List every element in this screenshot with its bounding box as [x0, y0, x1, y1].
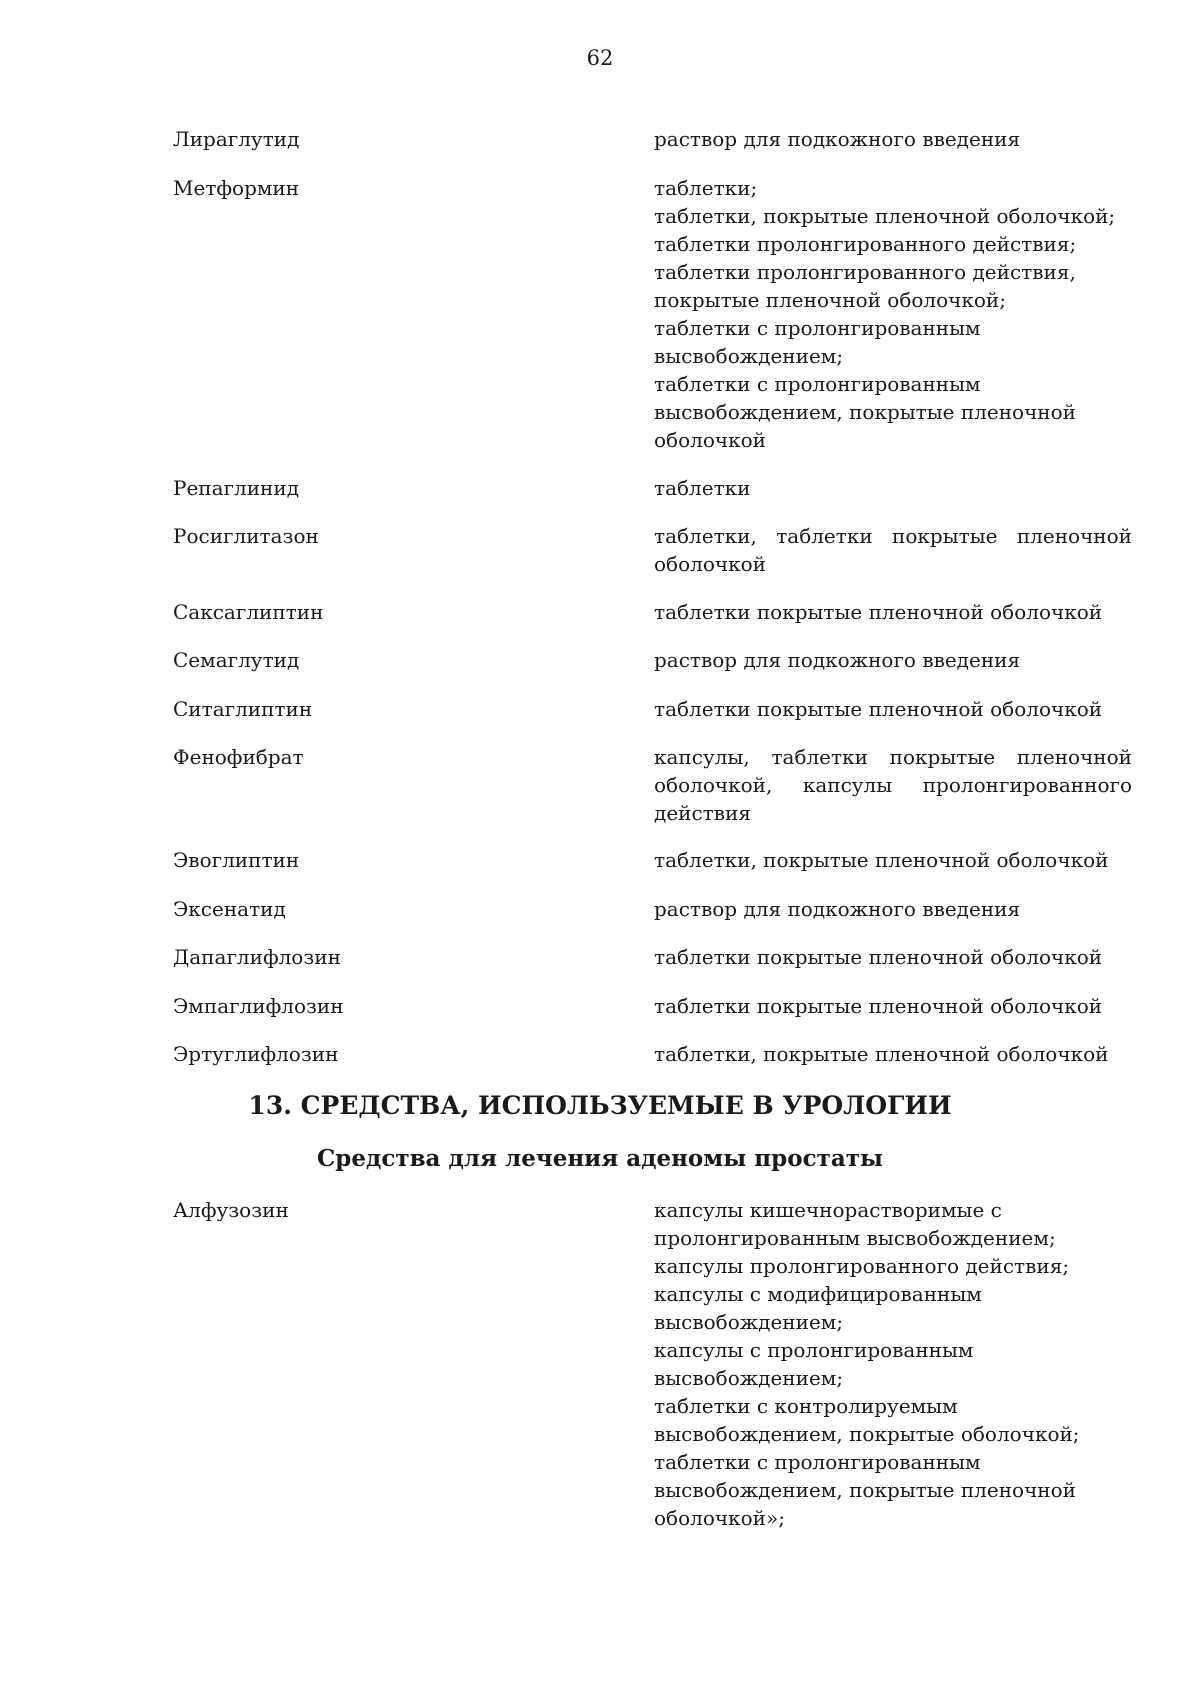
dosage-forms — [654, 474, 1132, 502]
form-line: капсулы с пролонгированным — [654, 1338, 974, 1362]
form-line: таблетки покрытые пленочной оболочкой — [654, 945, 1103, 969]
form-line: оболочкой»; — [654, 1506, 785, 1530]
form-line: раствор для подкожного введения — [654, 127, 1021, 151]
form-line: таблетки покрытые пленочной оболочкой — [654, 697, 1103, 721]
form-line: таблетки покрытые пленочной оболочкой — [654, 600, 1103, 624]
drug-name: Ситаглиптин — [173, 697, 313, 721]
dosage-forms — [654, 646, 1132, 674]
dosage-forms — [654, 598, 1132, 626]
drug-name: Алфузозин — [173, 1198, 289, 1222]
dosage-forms — [654, 522, 1132, 578]
form-line: капсулы, таблетки покрытые пленочной — [654, 745, 1132, 769]
form-line: оболочкой, капсулы пролонгированного — [654, 773, 1132, 797]
form-line: таблетки пролонгированного действия; — [654, 232, 1077, 256]
form-line: покрытые пленочной оболочкой; — [654, 288, 1006, 312]
page-number: 62 — [586, 46, 614, 70]
drug-name: Метформин — [173, 176, 300, 200]
form-line: высвобождением, покрытые пленочной — [654, 400, 1077, 424]
form-line: таблетки; — [654, 176, 758, 200]
dosage-forms — [654, 695, 1132, 723]
form-line: высвобождением; — [654, 1310, 844, 1334]
drug-name: Саксаглиптин — [173, 600, 324, 624]
drug-name: Лираглутид — [173, 127, 300, 151]
section-heading: 13. СРЕДСТВА, ИСПОЛЬЗУЕМЫЕ В УРОЛОГИИ — [248, 1091, 952, 1120]
sub-heading: Средства для лечения аденомы простаты — [316, 1145, 884, 1172]
form-line: пролонгированным высвобождением; — [654, 1226, 1056, 1250]
form-line: высвобождением, покрытые пленочной — [654, 1478, 1077, 1502]
dosage-forms — [654, 174, 1132, 454]
form-line: раствор для подкожного введения — [654, 648, 1021, 672]
form-line: таблетки, покрытые пленочной оболочкой — [654, 1042, 1109, 1066]
form-line: высвобождением, покрытые оболочкой; — [654, 1422, 1080, 1446]
form-line: таблетки с контролируемым — [654, 1394, 958, 1418]
dosage-forms — [654, 743, 1132, 827]
form-line: высвобождением; — [654, 344, 844, 368]
form-line: таблетки с пролонгированным — [654, 1450, 981, 1474]
form-line: таблетки с пролонгированным — [654, 372, 981, 396]
form-line: таблетки — [654, 476, 751, 500]
form-line: оболочкой — [654, 428, 766, 452]
dosage-forms — [654, 125, 1132, 153]
dosage-forms — [654, 1196, 1132, 1532]
drug-name: Дапаглифлозин — [173, 945, 341, 969]
dosage-forms — [654, 943, 1132, 971]
form-line: действия — [654, 801, 751, 825]
dosage-forms — [654, 992, 1132, 1020]
drug-name: Семаглутид — [173, 648, 300, 672]
form-line: таблетки, таблетки покрытые пленочной — [654, 524, 1132, 548]
form-line: капсулы пролонгированного действия; — [654, 1254, 1070, 1278]
form-line: таблетки пролонгированного действия, — [654, 260, 1076, 284]
drug-name: Репаглинид — [173, 476, 300, 500]
dosage-forms — [654, 895, 1132, 923]
dosage-forms — [654, 846, 1132, 874]
drug-name: Эксенатид — [173, 897, 286, 921]
form-line: оболочкой — [654, 552, 766, 576]
drug-name: Эртуглифлозин — [173, 1042, 339, 1066]
drug-name: Эвоглиптин — [173, 848, 300, 872]
form-line: таблетки, покрытые пленочной оболочкой — [654, 848, 1109, 872]
form-line: раствор для подкожного введения — [654, 897, 1021, 921]
form-line: капсулы с модифицированным — [654, 1282, 982, 1306]
form-line: таблетки с пролонгированным — [654, 316, 981, 340]
drug-name: Росиглитазон — [173, 524, 319, 548]
form-line: высвобождением; — [654, 1366, 844, 1390]
form-line: таблетки, покрытые пленочной оболочкой; — [654, 204, 1116, 228]
dosage-forms — [654, 1040, 1132, 1068]
form-line: таблетки покрытые пленочной оболочкой — [654, 994, 1103, 1018]
form-line: капсулы кишечнорастворимые с — [654, 1198, 1002, 1222]
drug-name: Эмпаглифлозин — [173, 994, 344, 1018]
drug-name: Фенофибрат — [173, 745, 304, 769]
